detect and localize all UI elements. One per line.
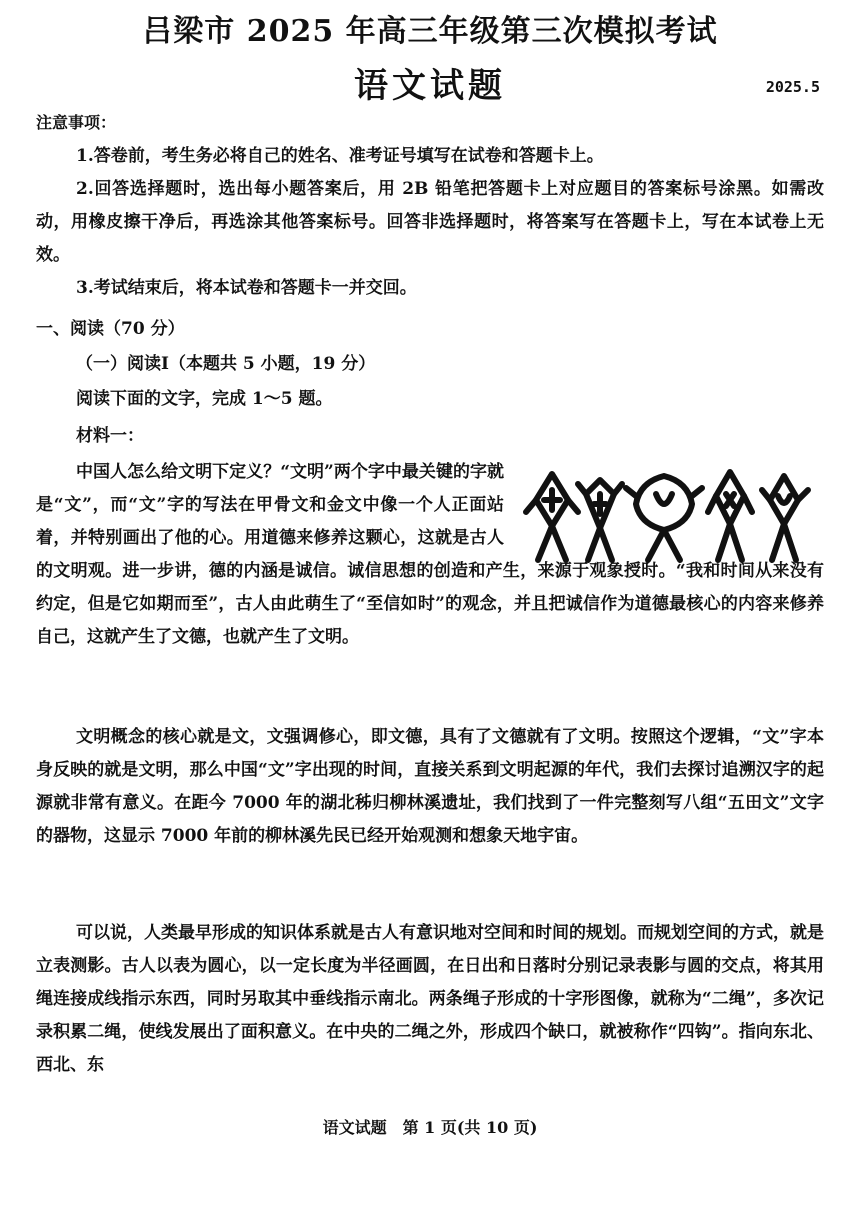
material-paragraph-2: 文明概念的核心就是文，文强调修心，即文德，具有了文德就有了文明。按照这个逻辑，“文”字本身反映的就是文明，那么中国“文”字出现的时间，直接关系到文明起源的年代，我们去探讨追溯汉字的起源就非常有意义。在距今 7000 年的湖北秭归柳林溪遗址，我们找到了一件完整刻写八组“五田文”文字的器物，这显示 7000 年前的柳林溪先民已经开始观测和想象天地宇宙。: [36, 727, 824, 846]
note-item-1: 1.答卷前，考生务必将自己的姓名、准考证号填写在试卷和答题卡上。: [76, 146, 604, 166]
note-item-2: 2.回答选择题时，选出每小题答案后，用 2B 铅笔把答题卡上对应题目的答案标号涂黑。如需改动，用橡皮擦干净后，再选涂其他答案标号。回答非选择题时，将答案写在答题卡上，写在本试卷上无效。: [36, 179, 824, 265]
notes-heading: 注意事项：: [36, 113, 117, 132]
oracle-bone-wen-glyphs-figure: [522, 466, 822, 566]
material-paragraph-3: 可以说，人类最早形成的知识体系就是古人有意识地对空间和时间的规划。而规划空间的方式，就是立表测影。古人以表为圆心，以一定长度为半径画圆，在日出和日落时分别记录表影与圆的交点，将其用绳连接成线指示东西，同时另取其中垂线指示南北。两条绳子形成的十字形图像，就称为“二绳”，多次记录积累二绳，使线发展出了面积意义。在中央的二绳之外，形成四个缺口，就被称作“四钩”。指向东北、西北、东: [36, 923, 824, 1075]
wen-glyph-1: [526, 474, 578, 560]
exam-date: 2025.5: [765, 78, 820, 96]
exam-subject-title: 语文试题: [354, 66, 506, 106]
wen-glyph-4: [708, 472, 752, 560]
wen-glyph-3: [626, 476, 702, 560]
page-footer: 语文试题 第 1 页(共 10 页): [322, 1118, 538, 1137]
section-heading: 一、阅读（70 分）: [36, 319, 185, 339]
wen-glyph-2: [578, 480, 622, 560]
note-item-3: 3.考试结束后，将本试卷和答题卡一并交回。: [76, 278, 417, 298]
reading-instruction: 阅读下面的文字，完成 1～5 题。: [76, 389, 333, 409]
wen-glyph-5: [762, 476, 808, 560]
material-label: 材料一：: [76, 426, 144, 446]
subsection-heading: （一）阅读Ⅰ（本题共 5 小题，19 分）: [76, 354, 376, 374]
exam-title: 吕梁市 2025 年高三年级第三次模拟考试: [142, 14, 718, 49]
material-paragraph-1-text: 中国人怎么给文明下定义？“文明”两个字中最关键的字就是“文”，而“文”字的写法在甲骨文和金文中像一个人正面站着，并特别画出了他的心。用道德来修养这颗心，这就是古人的文明观。进一步讲，德的内涵是诚信。诚信思想的创造和产生，来源于观象授时。“我和时间从来没有约定，但是它如期而至”，古人由此萌生了“至信如时”的观念，并且把诚信作为道德最核心的内容来修养自己，这就产生了文德，也就产生了文明。: [36, 462, 824, 647]
